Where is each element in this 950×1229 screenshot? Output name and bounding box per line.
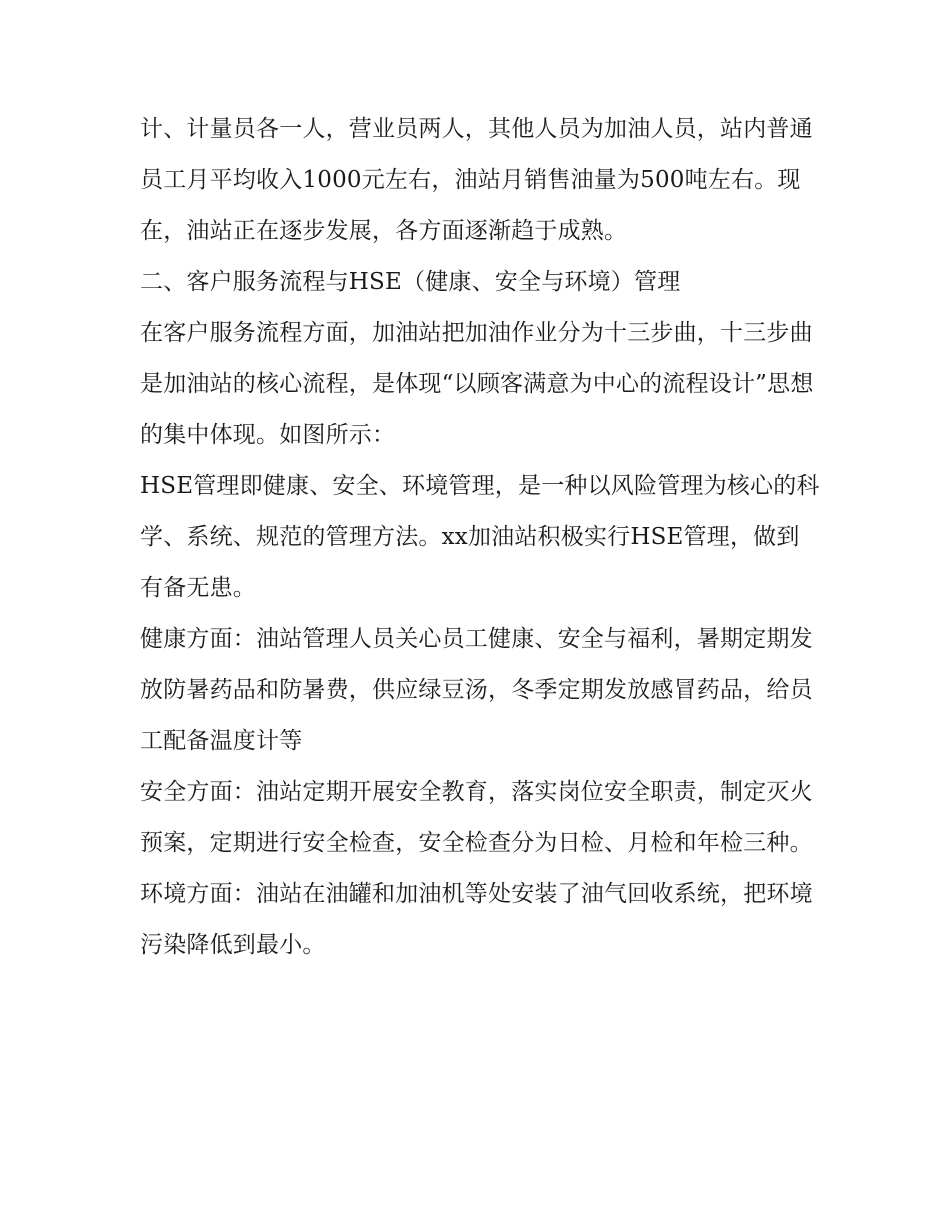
paragraph-health: 健康方面：油站管理人员关心员工健康、安全与福利，暑期定期发放防暑药品和防暑费，供应绿豆汤，冬季定期发放感冒药品，给员工配备温度计等 [140, 626, 813, 754]
paragraph-hse-management: HSE管理即健康、安全、环境管理，是一种以风险管理为核心的科学、系统、规范的管理方法。xx加油站积极实行HSE管理，做到有备无患。 [140, 473, 820, 601]
paragraph-safety: 安全方面：油站定期开展安全教育，落实岗位安全职责，制定灭火预案，定期进行安全检查，安全检查分为日检、月检和年检三种。 [140, 779, 813, 856]
paragraph-staffing: 计、计量员各一人，营业员两人，其他人员为加油人员，站内普通员工月平均收入1000元左右，油站月销售油量为500吨左右。现在，油站正在逐步发展，各方面逐渐趋于成熟。 [140, 116, 813, 244]
paragraph-environment: 环境方面：油站在油罐和加油机等处安装了油气回收系统，把环境污染降低到最小。 [140, 881, 813, 958]
section-heading-hse: 二、客户服务流程与HSE（健康、安全与环境）管理 [140, 269, 681, 295]
document-body [140, 104, 820, 971]
paragraph-service-process: 在客户服务流程方面，加油站把加油作业分为十三步曲，十三步曲是加油站的核心流程，是体现“以顾客满意为中心的流程设计”思想的集中体现。如图所示： [140, 320, 814, 448]
